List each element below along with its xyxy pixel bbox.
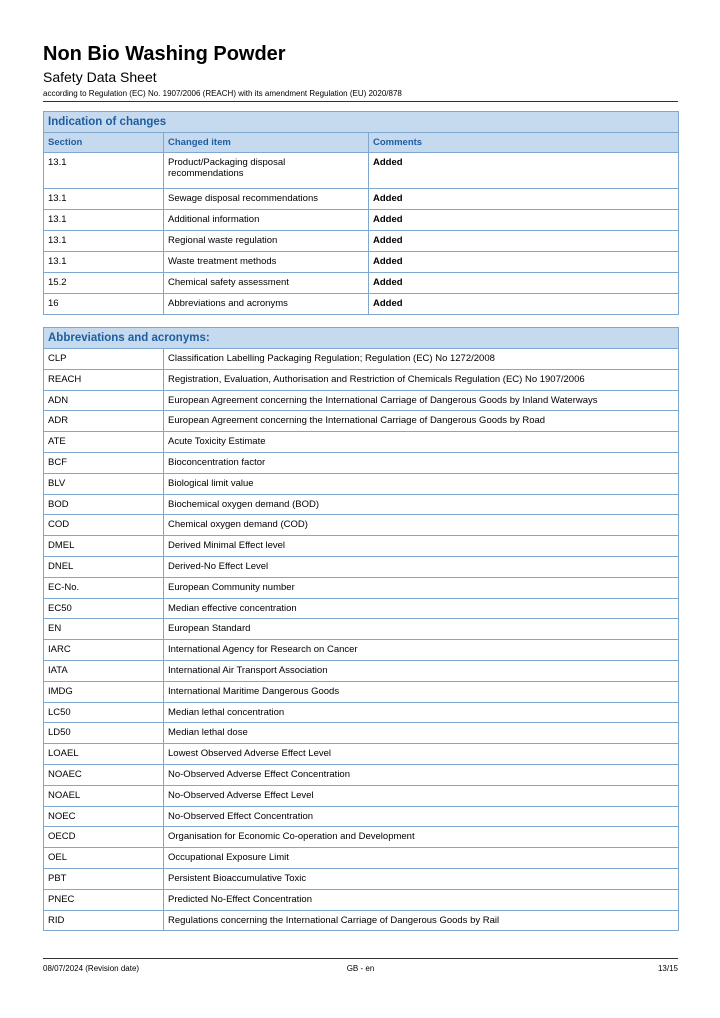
abbreviation-meaning: Median lethal concentration	[164, 702, 679, 723]
abbreviation-meaning: Median lethal dose	[164, 723, 679, 744]
abbreviation-row	[44, 432, 679, 453]
changes-header-row	[44, 133, 679, 153]
changes-cell-section: 13.1	[44, 189, 164, 210]
abbreviation-meaning: Derived-No Effect Level	[164, 556, 679, 577]
abbreviation-term: OECD	[44, 827, 164, 848]
abbreviation-meaning: No-Observed Adverse Effect Level	[164, 785, 679, 806]
changes-cell-item: Additional information	[164, 210, 369, 231]
changes-cell-section: 13.1	[44, 231, 164, 252]
changes-cell-item: Waste treatment methods	[164, 252, 369, 273]
abbreviation-row	[44, 764, 679, 785]
changes-row	[44, 210, 679, 231]
abbreviation-row	[44, 619, 679, 640]
changes-cell-comment: Added	[369, 294, 679, 315]
regulation-line: according to Regulation (EC) No. 1907/2006 (REACH) with its amendment Regulation (EU) 2020/878	[43, 89, 402, 98]
abbreviation-row	[44, 660, 679, 681]
changes-cell-section: 13.1	[44, 153, 164, 189]
abbreviation-term: BOD	[44, 494, 164, 515]
abbreviation-term: PNEC	[44, 889, 164, 910]
abbreviation-term: NOAEL	[44, 785, 164, 806]
changes-cell-item: Regional waste regulation	[164, 231, 369, 252]
abbreviation-row	[44, 452, 679, 473]
changes-cell-comment: Added	[369, 189, 679, 210]
abbreviation-row	[44, 889, 679, 910]
abbreviation-row	[44, 910, 679, 931]
column-header-section: Section	[44, 133, 164, 153]
changes-cell-section: 16	[44, 294, 164, 315]
abbreviation-term: ATE	[44, 432, 164, 453]
abbreviation-term: EN	[44, 619, 164, 640]
abbreviation-term: DMEL	[44, 536, 164, 557]
abbreviation-meaning: European Agreement concerning the International Carriage of Dangerous Goods by Road	[164, 411, 679, 432]
abbreviations-table	[43, 327, 679, 931]
abbreviation-term: EC-No.	[44, 577, 164, 598]
abbreviation-term: LD50	[44, 723, 164, 744]
abbreviation-term: LOAEL	[44, 744, 164, 765]
changes-row	[44, 294, 679, 315]
changes-cell-comment: Added	[369, 210, 679, 231]
abbreviation-row	[44, 390, 679, 411]
abbreviation-row	[44, 848, 679, 869]
column-header-changed-item: Changed item	[164, 133, 369, 153]
abbreviation-meaning: Organisation for Economic Co-operation and Development	[164, 827, 679, 848]
changes-cell-item: Product/Packaging disposal recommendations	[164, 153, 369, 189]
abbreviation-meaning: Persistent Bioaccumulative Toxic	[164, 868, 679, 889]
abbreviation-term: BCF	[44, 452, 164, 473]
abbreviation-row	[44, 494, 679, 515]
changes-cell-item: Chemical safety assessment	[164, 273, 369, 294]
changes-cell-item: Sewage disposal recommendations	[164, 189, 369, 210]
abbreviation-meaning: Median effective concentration	[164, 598, 679, 619]
changes-row	[44, 153, 679, 189]
document-subtitle: Safety Data Sheet	[43, 69, 157, 85]
changes-cell-section: 15.2	[44, 273, 164, 294]
abbreviation-meaning: Acute Toxicity Estimate	[164, 432, 679, 453]
abbreviation-meaning: Lowest Observed Adverse Effect Level	[164, 744, 679, 765]
changes-row	[44, 273, 679, 294]
abbreviation-row	[44, 577, 679, 598]
abbreviation-term: NOEC	[44, 806, 164, 827]
footer-divider	[43, 958, 678, 959]
changes-cell-section: 13.1	[44, 252, 164, 273]
abbreviation-term: IATA	[44, 660, 164, 681]
abbreviation-row	[44, 744, 679, 765]
abbreviation-meaning: No-Observed Effect Concentration	[164, 806, 679, 827]
page-number: 13/15	[657, 964, 678, 973]
abbreviation-term: ADR	[44, 411, 164, 432]
abbreviation-row	[44, 827, 679, 848]
abbreviation-meaning: Derived Minimal Effect level	[164, 536, 679, 557]
abbreviation-meaning: European Agreement concerning the International Carriage of Dangerous Goods by Inland Waterways	[164, 390, 679, 411]
abbreviation-meaning: European Standard	[164, 619, 679, 640]
abbreviation-meaning: European Community number	[164, 577, 679, 598]
abbreviation-row	[44, 369, 679, 390]
abbreviation-meaning: No-Observed Adverse Effect Concentration	[164, 764, 679, 785]
abbreviation-term: IMDG	[44, 681, 164, 702]
changes-cell-section: 13.1	[44, 210, 164, 231]
abbreviation-meaning: Regulations concerning the International Carriage of Dangerous Goods by Rail	[164, 910, 679, 931]
column-header-comments: Comments	[369, 133, 679, 153]
abbreviation-term: PBT	[44, 868, 164, 889]
abbreviation-term: EC50	[44, 598, 164, 619]
abbreviation-meaning: Bioconcentration factor	[164, 452, 679, 473]
abbreviation-meaning: International Air Transport Association	[164, 660, 679, 681]
abbreviation-term: CLP	[44, 349, 164, 370]
abbreviation-meaning: Chemical oxygen demand (COD)	[164, 515, 679, 536]
changes-section-title: Indication of changes	[44, 112, 679, 133]
abbreviation-term: BLV	[44, 473, 164, 494]
abbreviation-term: RID	[44, 910, 164, 931]
abbreviation-row	[44, 411, 679, 432]
changes-cell-comment: Added	[369, 252, 679, 273]
abbreviation-term: REACH	[44, 369, 164, 390]
abbreviation-row	[44, 473, 679, 494]
abbreviation-row	[44, 723, 679, 744]
abbreviation-meaning: Registration, Evaluation, Authorisation and Restriction of Chemicals Regulation (EC) No 1907/2006	[164, 369, 679, 390]
changes-cell-item: Abbreviations and acronyms	[164, 294, 369, 315]
abbreviation-row	[44, 702, 679, 723]
changes-row	[44, 231, 679, 252]
revision-date: 08/07/2024 (Revision date)	[43, 964, 140, 973]
abbreviation-row	[44, 681, 679, 702]
abbreviation-term: DNEL	[44, 556, 164, 577]
abbreviation-term: ADN	[44, 390, 164, 411]
locale-label: GB - en	[346, 964, 375, 973]
abbreviation-meaning: Biological limit value	[164, 473, 679, 494]
abbreviation-meaning: Occupational Exposure Limit	[164, 848, 679, 869]
changes-cell-comment: Added	[369, 273, 679, 294]
abbreviation-meaning: Classification Labelling Packaging Regulation; Regulation (EC) No 1272/2008	[164, 349, 679, 370]
abbreviation-row	[44, 806, 679, 827]
changes-cell-comment: Added	[369, 153, 679, 189]
abbreviation-meaning: Predicted No-Effect Concentration	[164, 889, 679, 910]
abbreviation-term: OEL	[44, 848, 164, 869]
changes-row	[44, 189, 679, 210]
abbreviation-term: NOAEC	[44, 764, 164, 785]
abbreviation-row	[44, 868, 679, 889]
changes-table	[43, 111, 679, 315]
abbreviation-row	[44, 556, 679, 577]
changes-row	[44, 252, 679, 273]
abbreviation-meaning: International Maritime Dangerous Goods	[164, 681, 679, 702]
changes-cell-comment: Added	[369, 231, 679, 252]
document-title: Non Bio Washing Powder	[43, 43, 286, 65]
abbreviation-term: IARC	[44, 640, 164, 661]
abbreviation-row	[44, 785, 679, 806]
abbreviation-row	[44, 598, 679, 619]
abbreviations-section-title: Abbreviations and acronyms:	[44, 328, 679, 349]
abbreviation-term: COD	[44, 515, 164, 536]
abbreviation-meaning: Biochemical oxygen demand (BOD)	[164, 494, 679, 515]
abbreviation-row	[44, 515, 679, 536]
abbreviation-row	[44, 536, 679, 557]
abbreviation-row	[44, 640, 679, 661]
abbreviation-meaning: International Agency for Research on Cancer	[164, 640, 679, 661]
abbreviation-term: LC50	[44, 702, 164, 723]
abbreviation-row	[44, 349, 679, 370]
header-divider	[43, 101, 678, 102]
